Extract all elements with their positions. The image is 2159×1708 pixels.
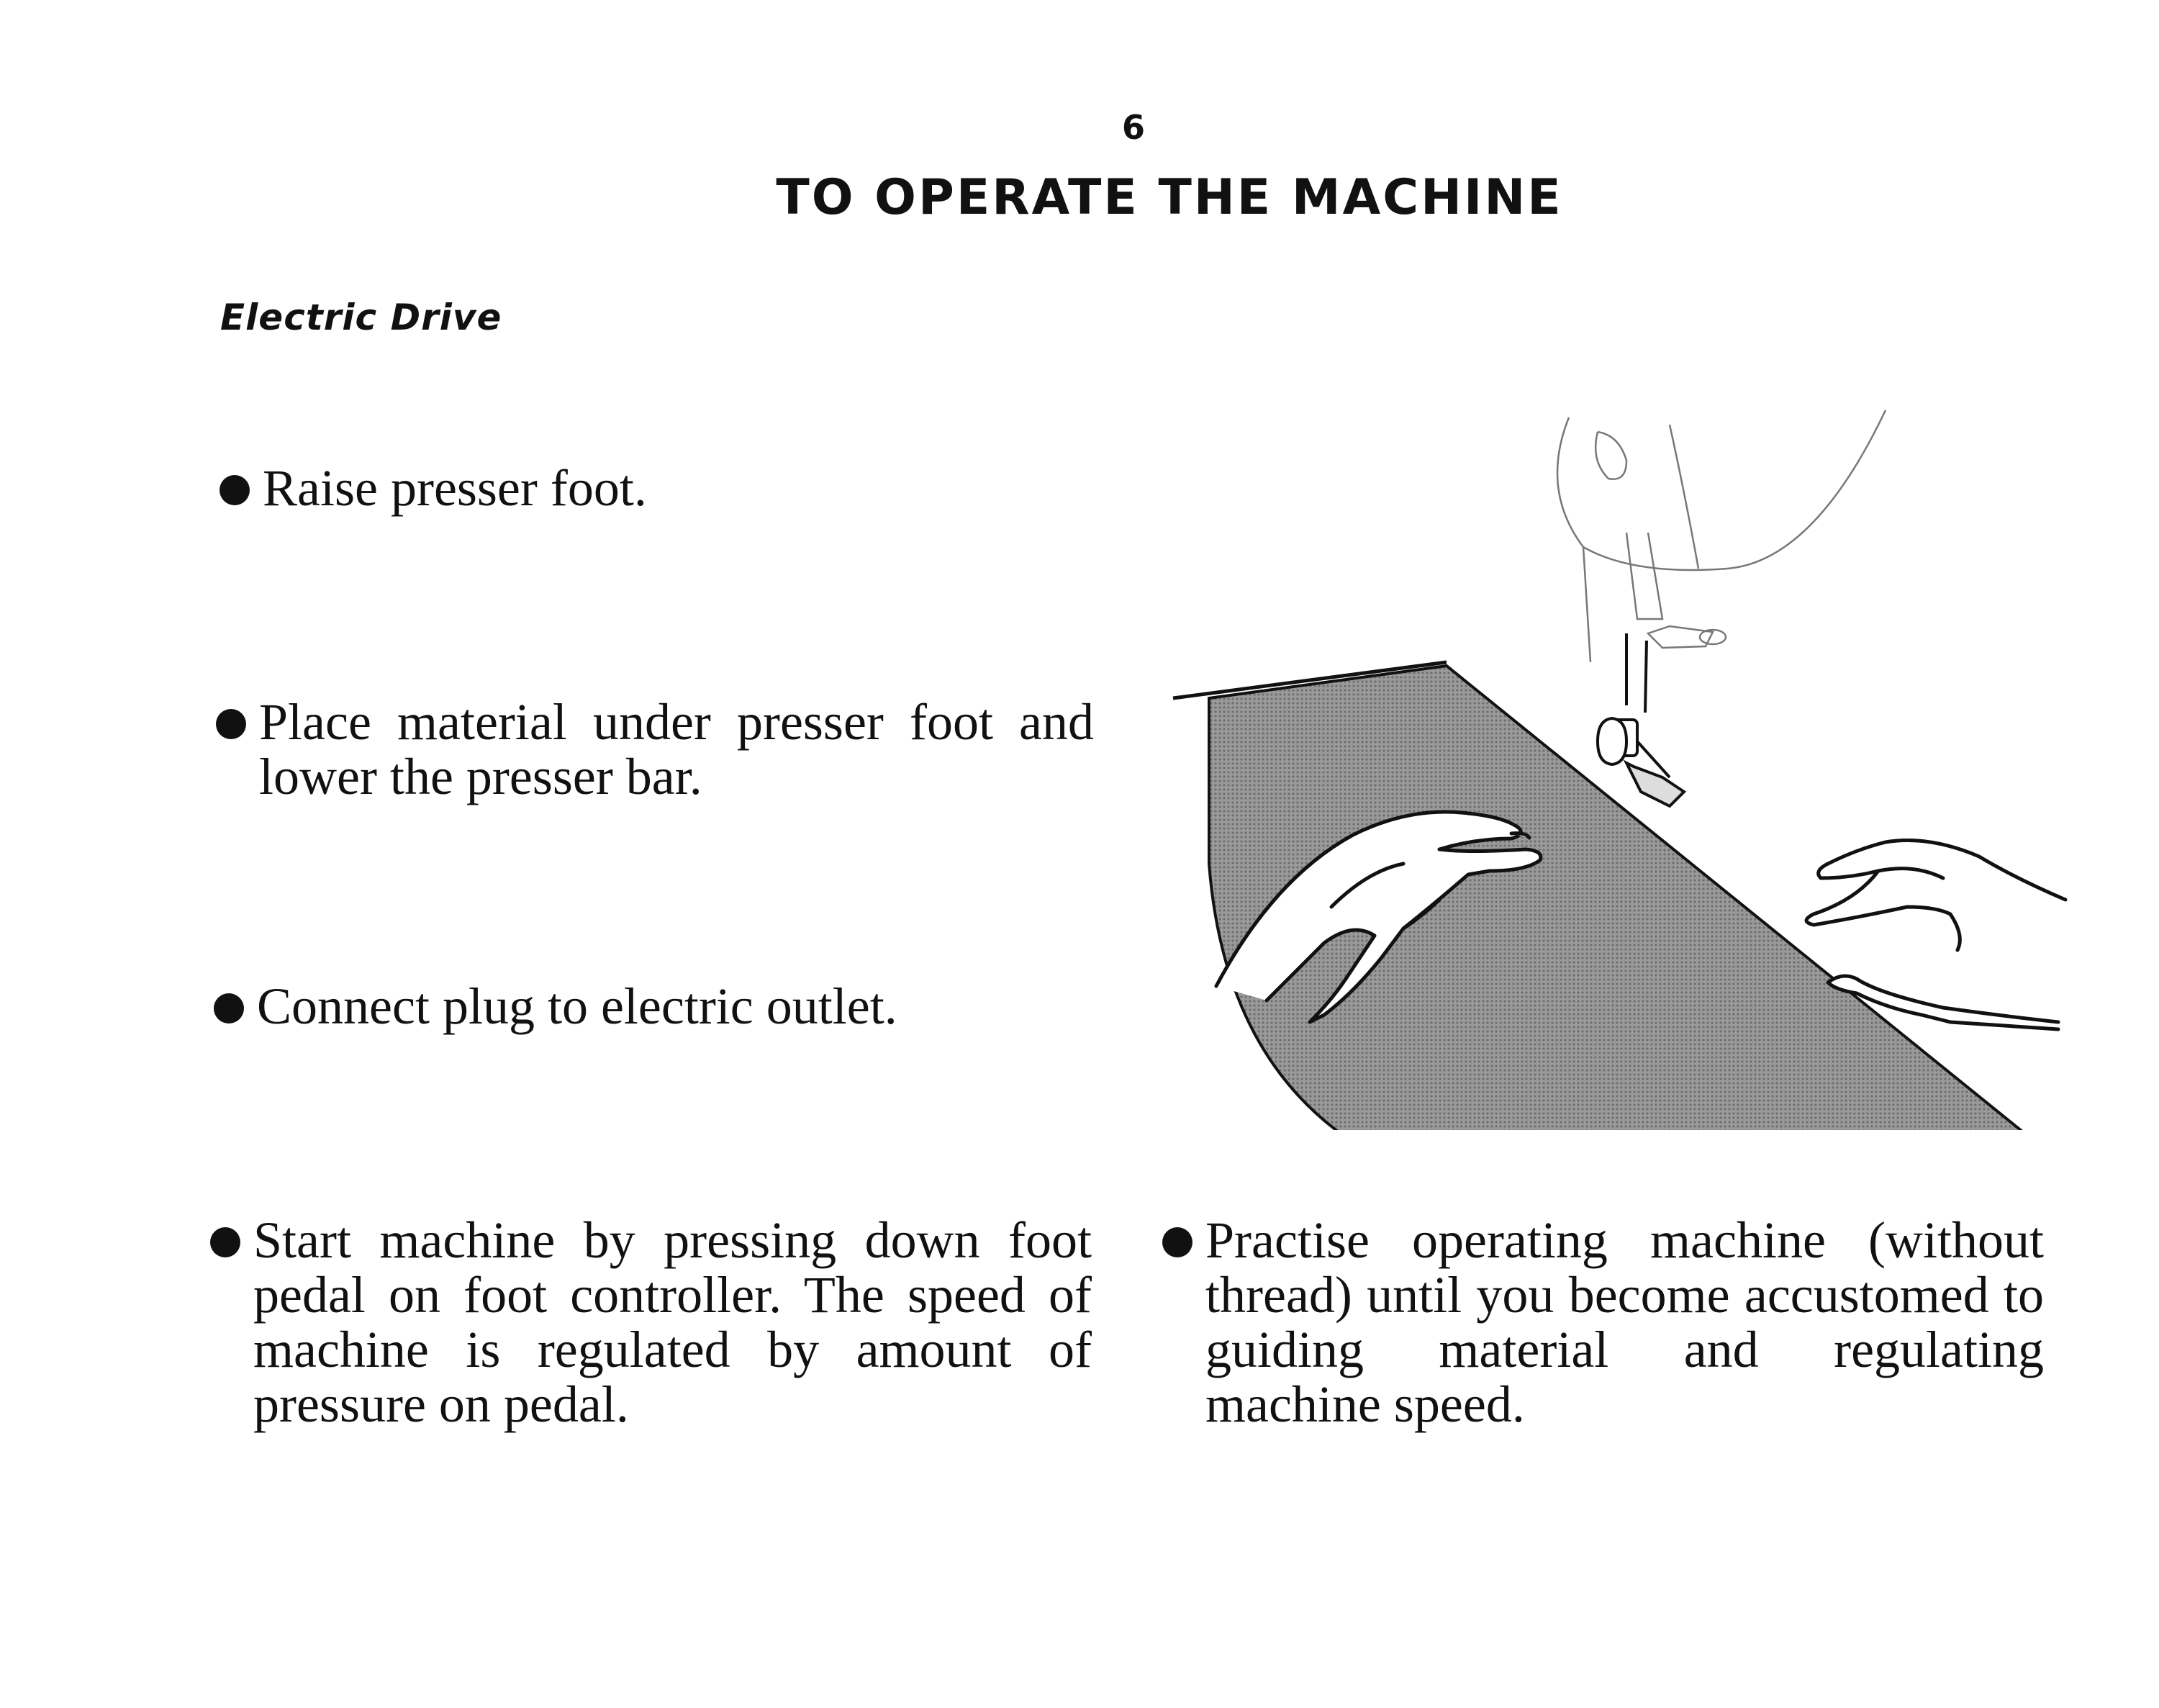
bullet-icon	[219, 475, 250, 505]
step-text: Connect plug to electric outlet.	[257, 977, 897, 1035]
step-raise-presser-foot	[219, 461, 939, 515]
step-text: Start machine by pressing down foot pedal on foot controller. The speed of machine is regulated by amount of pressure on pedal.	[253, 1211, 1092, 1433]
bullet-icon	[1162, 1227, 1192, 1257]
step-practise-operating	[1162, 1213, 2044, 1432]
bullet-icon	[214, 993, 244, 1024]
step-text: Place material under presser foot and lower the presser bar.	[259, 693, 1094, 805]
step-place-material	[216, 695, 1094, 804]
step-text: Raise presser foot.	[263, 459, 647, 517]
sewing-hands-illustration	[1166, 403, 2073, 1130]
section-heading: Electric Drive	[220, 297, 502, 338]
step-connect-plug	[214, 979, 1077, 1034]
machine-head-outline	[1557, 410, 1886, 662]
step-start-machine	[210, 1213, 1092, 1432]
bullet-icon	[210, 1227, 240, 1257]
page-number: 6	[1121, 108, 1145, 147]
presser-foot	[1598, 633, 1684, 806]
step-text: Practise operating machine (without thread) until you become accustomed to guiding material and regulating machine speed.	[1205, 1211, 2044, 1433]
bullet-icon	[216, 709, 246, 739]
page-title: TO OPERATE THE MACHINE	[776, 169, 1563, 226]
